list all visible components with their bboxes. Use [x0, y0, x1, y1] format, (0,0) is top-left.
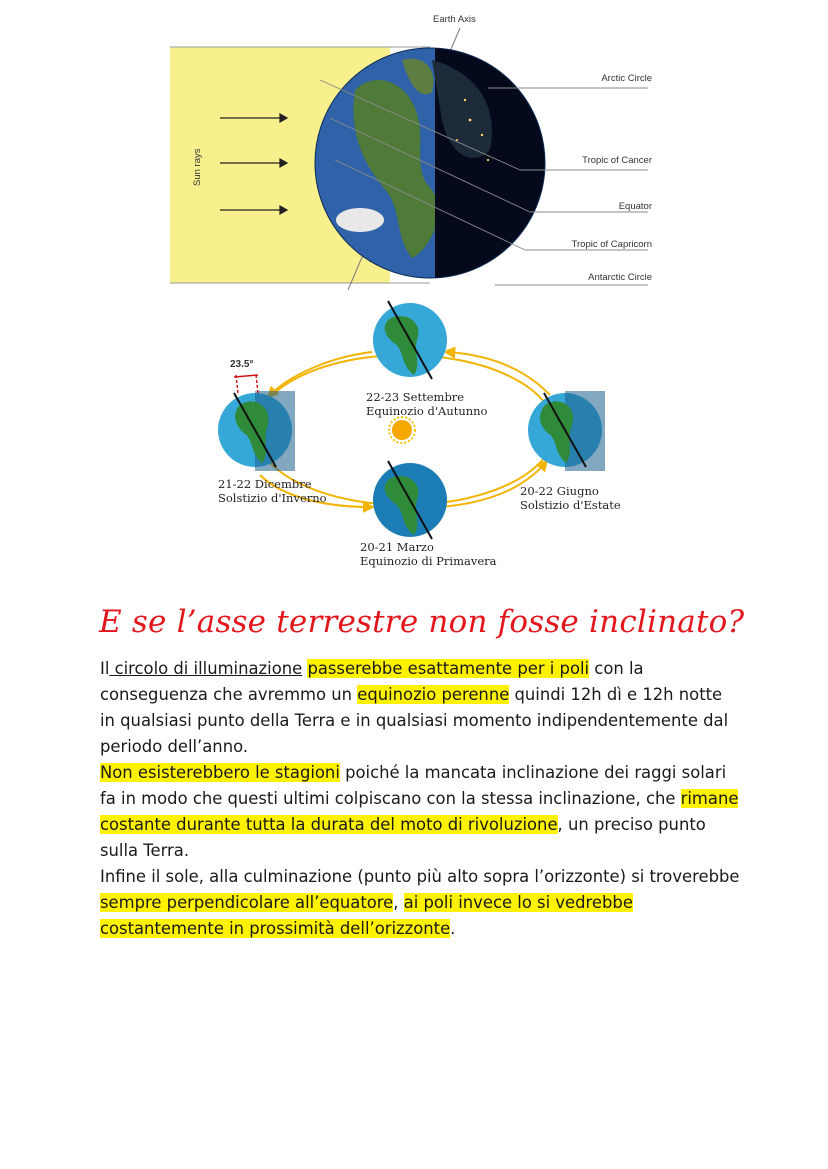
highlight: ai poli invece lo si vedrebbe costantemente in prossimità dell’orizzonte [100, 893, 633, 938]
paragraph-3: Infine il sole, alla culminazione (punto più alto sopra l’orizzonte) si troverebbe sempre perpendicolare all’equatore, ai poli invece lo si vedrebbe costantemente in prossimità dell’orizzonte. [100, 867, 740, 938]
winter-name: Solstizio d'Inverno [218, 491, 327, 505]
highlight: Non esisterebbero le stagioni [100, 763, 340, 782]
paragraph-1: Il circolo di illuminazione passerebbe esattamente per i poli con la conseguenza che avremmo un equinozio perenne quindi 12h dì e 12h notte in qualsiasi punto della Terra e in qualsiasi momento indipendentemente dal periodo dell’anno. [100, 659, 729, 756]
spring-name: Equinozio di Primavera [360, 554, 497, 568]
summer-date: 20-22 Giugno [520, 484, 599, 498]
orbit-arrow-4 [448, 352, 550, 395]
globe-spring [373, 461, 447, 539]
orbit-seasons-diagram [200, 295, 640, 585]
spring-date: 20-21 Marzo [360, 540, 434, 554]
paragraph-2: Non esisterebbero le stagioni poiché la mancata inclinazione dei raggi solari fa in modo che questi ultimi colpiscano con la stessa inclinazione, che rimane costante durante tutta la durata del moto di rivoluzione, un preciso punto sulla Terra. [100, 763, 739, 860]
page-title: E se l’asse terrestre non fosse inclinato? [99, 604, 745, 640]
winter-date: 21-22 Dicembre [218, 477, 312, 491]
equator-label: Equator [618, 201, 652, 212]
underlined-term: circolo di illuminazione [109, 659, 303, 678]
tropic-of-cancer-label: Tropic of Cancer [582, 155, 652, 166]
highlight: equinozio perenne [357, 685, 510, 704]
tropic-of-capricorn-label: Tropic of Capricorn [571, 239, 652, 250]
earth-axis-label: Earth Axis [433, 14, 476, 25]
body-text [100, 656, 740, 942]
tilt-angle-label: 23.5° [230, 359, 254, 370]
arctic-circle-label: Arctic Circle [601, 73, 652, 84]
summer-name: Solstizio d'Estate [520, 498, 621, 512]
sun-rays-label: Sun rays [192, 148, 203, 186]
autumn-name: Equinozio d'Autunno [366, 404, 488, 418]
highlight: passerebbe esattamente per i poli [307, 659, 590, 678]
highlight: sempre perpendicolare all’equatore [100, 893, 394, 912]
autumn-date: 22-23 Settembre [366, 390, 465, 404]
highlight: rimane costante durante tutta la durata del moto di rivoluzione [100, 789, 739, 834]
globe-autumn [373, 301, 447, 379]
globe-summer [528, 391, 605, 471]
sun-icon [389, 417, 415, 443]
antarctic-circle-label: Antarctic Circle [588, 272, 652, 283]
globe-winter [218, 375, 295, 471]
earth-illumination-diagram [170, 0, 660, 290]
